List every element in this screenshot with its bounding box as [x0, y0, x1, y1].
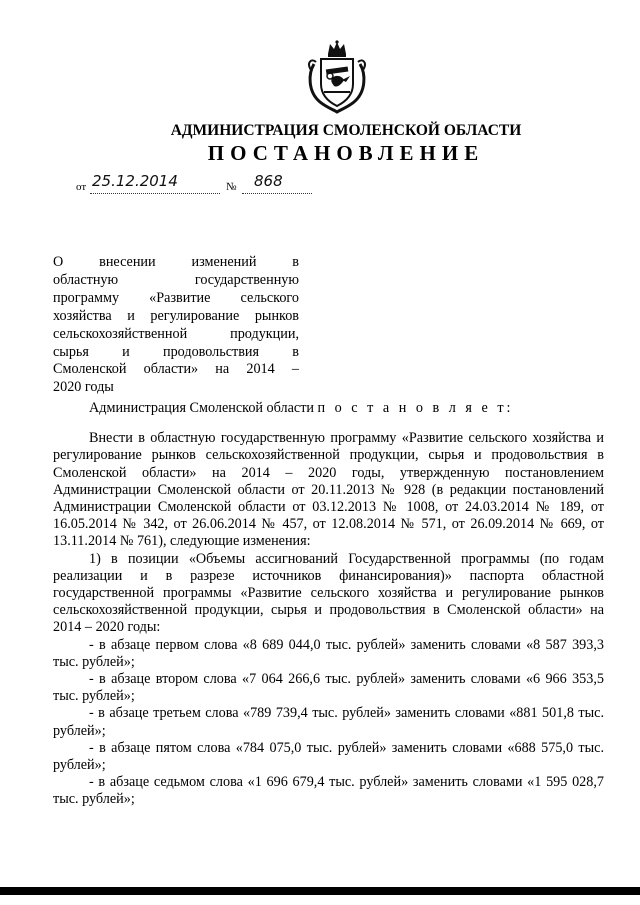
handwritten-date: 25.12.2014: [92, 172, 178, 190]
subject-block: [53, 254, 299, 397]
preamble: [53, 400, 604, 417]
subject-line: программу «Развитие сельского: [53, 289, 299, 306]
coat-of-arms-emblem: [306, 40, 368, 114]
number-underline: [242, 193, 312, 194]
paragraph-item-1: 1) в позиции «Объемы ассигнований Государственной программы (по годам реализации и в разрезе источников финансирования)» паспорта областной государственной программы «Развитие сельского хозяйства и регулирование рынков сельскохозяйственной продукции, сырья и продовольствия в Смоленской области» на 2014 – 2020 годы:: [53, 550, 604, 636]
organization-name: АДМИНИСТРАЦИЯ СМОЛЕНСКОЙ ОБЛАСТИ: [170, 122, 522, 139]
date-number-line: [76, 174, 336, 196]
list-item: - в абзаце седьмом слова «1 696 679,4 тыс. рублей» заменить словами «1 595 028,7 тыс. рублей»;: [53, 774, 604, 808]
preamble-resolves: п о с т а н о в л я е т:: [317, 400, 514, 416]
list-item: - в абзаце первом слова «8 689 044,0 тыс. рублей» заменить словами «8 587 393,3 тыс. рублей»;: [53, 636, 604, 670]
list-item: - в абзаце пятом слова «784 075,0 тыс. рублей» заменить словами «688 575,0 тыс. рублей»;: [53, 739, 604, 774]
list-item: - в абзаце втором слова «7 064 266,6 тыс. рублей» заменить словами «6 966 353,5 тыс. рублей»;: [53, 671, 604, 705]
subject-line: областную государственную: [53, 271, 299, 288]
number-prefix: №: [226, 181, 237, 193]
subject-line: сельскохозяйственной продукции,: [53, 325, 299, 342]
subject-line: 2020 годы: [53, 379, 114, 396]
preamble-text: Администрация Смоленской области: [89, 400, 318, 416]
paragraph-main: Внести в областную государственную программу «Развитие сельского хозяйства и регулирование рынков сельскохозяйственной продукции, сырья и продовольствия в Смоленской области» на 2014 – 2020 годы, утвержденную постановлением Администрации Смоленской области от 20.11.2013 № 928 (в редакции постановлений Администрации Смоленской области от 03.12.2013 № 1008, от 24.03.2014 № 189, от 16.05.2014 № 342, от 26.06.2014 № 457, от 12.08.2014 № 571, от 26.09.2014 № 669, от 13.11.2014 № 761), следующие изменения:: [53, 430, 604, 550]
handwritten-number: 868: [254, 172, 283, 190]
subject-line: Смоленской области» на 2014 –: [53, 361, 299, 378]
subject-line: сырья и продовольствия в: [53, 343, 299, 360]
list-item: - в абзаце третьем слова «789 739,4 тыс. рублей» заменить словами «881 501,8 тыс. рублей»;: [53, 705, 604, 739]
document-type-title: ПОСТАНОВЛЕНИЕ: [207, 141, 485, 165]
document-body: [53, 400, 604, 809]
date-underline: [90, 193, 220, 194]
date-prefix: от: [76, 181, 87, 193]
scan-bottom-edge: [0, 887, 640, 895]
subject-line: О внесении изменений в: [53, 254, 299, 270]
subject-line: хозяйства и регулирование рынков: [53, 307, 299, 324]
